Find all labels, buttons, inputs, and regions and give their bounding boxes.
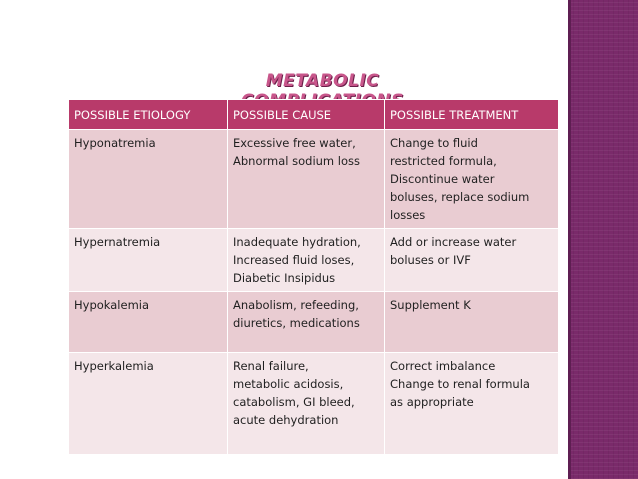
- cell-treatment: [385, 229, 559, 292]
- cell-treatment: [385, 130, 559, 229]
- cell-line: Excessive free water,: [233, 136, 356, 150]
- cell-line: Add or increase water: [390, 235, 517, 249]
- cell-line: boluses, replace sodium: [390, 190, 530, 204]
- cell-line: Hypokalemia: [74, 298, 150, 312]
- cell-line: Diabetic Insipidus: [233, 271, 336, 285]
- cell-line: as appropriate: [390, 395, 474, 409]
- cell-line: acute dehydration: [233, 413, 339, 427]
- complications-table: [68, 99, 559, 455]
- cell-line: losses: [390, 208, 426, 222]
- cell-line: metabolic acidosis,: [233, 377, 344, 391]
- header-etiology: POSSIBLE ETIOLOGY: [69, 100, 228, 130]
- decorative-sidebar: [568, 0, 638, 479]
- cell-cause: [228, 353, 385, 455]
- cell-line: Hyponatremia: [74, 136, 156, 150]
- sidebar-edge: [568, 0, 571, 479]
- header-treatment: POSSIBLE TREATMENT: [385, 100, 559, 130]
- cell-line: Discontinue water: [390, 172, 495, 186]
- cell-line: Anabolism, refeeding,: [233, 298, 359, 312]
- cell-line: Inadequate hydration,: [233, 235, 361, 249]
- slide-title: METABOLIC: [265, 71, 380, 91]
- cell-etiology: [69, 353, 228, 455]
- cell-cause: [228, 229, 385, 292]
- cell-line: Change to fluid: [390, 136, 478, 150]
- cell-line: restricted formula,: [390, 154, 497, 168]
- cell-line: Hypernatremia: [74, 235, 161, 249]
- header-cause: POSSIBLE CAUSE: [228, 100, 385, 130]
- cell-etiology: [69, 292, 228, 353]
- cell-line: Correct imbalance: [390, 359, 496, 373]
- cell-line: Renal failure,: [233, 359, 309, 373]
- cell-cause: [228, 292, 385, 353]
- cell-etiology: [69, 229, 228, 292]
- table-row: [69, 292, 559, 353]
- table-row: [69, 353, 559, 455]
- cell-line: boluses or IVF: [390, 253, 471, 267]
- sidebar-texture: [568, 0, 638, 479]
- cell-line: Supplement K: [390, 298, 471, 312]
- cell-line: catabolism, GI bleed,: [233, 395, 355, 409]
- table-header-row: [69, 100, 559, 130]
- cell-etiology: [69, 130, 228, 229]
- cell-line: Change to renal formula: [390, 377, 530, 391]
- table-row: [69, 130, 559, 229]
- cell-line: Increased fluid loses,: [233, 253, 355, 267]
- cell-treatment: [385, 292, 559, 353]
- cell-line: Hyperkalemia: [74, 359, 154, 373]
- cell-line: Abnormal sodium loss: [233, 154, 360, 168]
- cell-cause: [228, 130, 385, 229]
- cell-treatment: [385, 353, 559, 455]
- table-row: [69, 229, 559, 292]
- cell-line: diuretics, medications: [233, 316, 360, 330]
